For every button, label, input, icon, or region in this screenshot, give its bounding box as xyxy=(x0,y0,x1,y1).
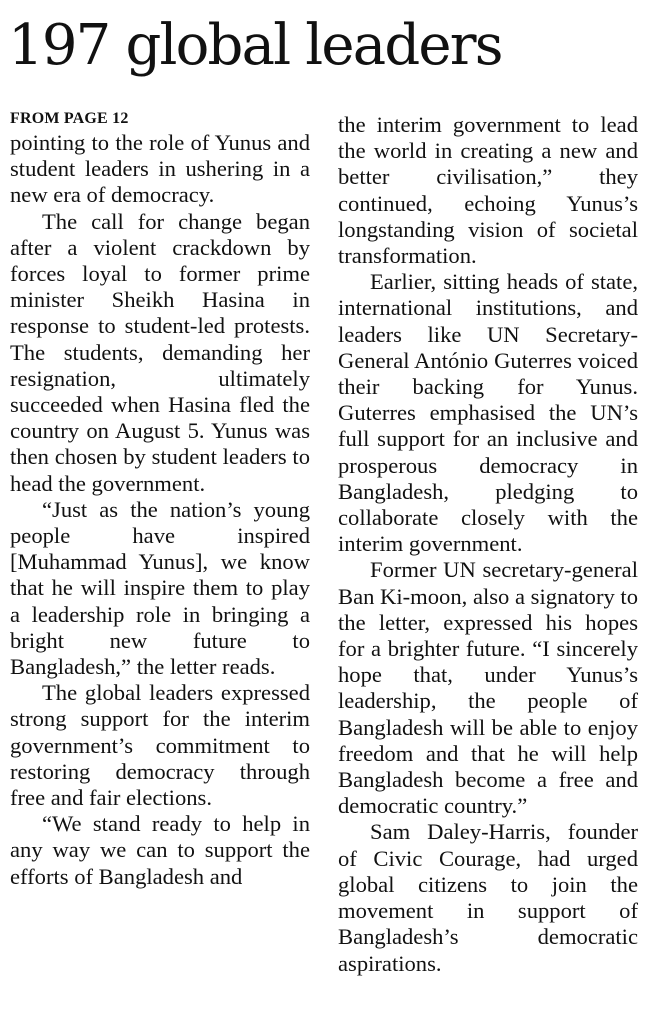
article-column-right xyxy=(338,112,638,977)
paragraph: Former UN secretary-general Ban Ki-moon, also a signatory to the letter, expressed his hopes for a brighter future. “I sincerely hope that, under Yunus’s leadership, the people of Bangladesh will be able to enjoy freedom and that he will help Bangladesh become a free and democratic country.” xyxy=(338,557,638,819)
article-column-left xyxy=(10,110,310,890)
paragraph: The global leaders expressed strong support for the interim government’s commitment to restoring democracy through free and fair elections. xyxy=(10,680,310,811)
paragraph: “Just as the nation’s young people have inspired [Muhammad Yunus], we know that he will inspire them to play a leadership role in bringing a bright new future to Bangladesh,” the letter reads. xyxy=(10,496,310,680)
continuation-kicker: FROM PAGE 12 xyxy=(10,110,129,127)
paragraph: Sam Daley-Harris, founder of Civic Courage, had urged global citizens to join the movement in support of Bangladesh’s democratic aspirations. xyxy=(338,819,638,976)
paragraph: the interim government to lead the world in creating a new and better civilisation,” they continued, echoing Yunus’s longstanding vision of societal transformation. xyxy=(338,112,638,269)
paragraph: pointing to the role of Yunus and student leaders in ushering in a new era of democracy. xyxy=(10,130,310,208)
paragraph: Earlier, sitting heads of state, international institutions, and leaders like UN Secretary-General António Guterres voiced their backing for Yunus. Guterres emphasised the UN’s full support for an inclusive and prosperous democracy in Bangladesh, pledging to collaborate closely with the interim government. xyxy=(338,269,638,557)
paragraph: “We stand ready to help in any way we can to support the efforts of Bangladesh and xyxy=(10,811,310,889)
headline: 197 global leaders xyxy=(8,13,502,78)
paragraph: The call for change began after a violent crackdown by forces loyal to former prime minister Sheikh Hasina in response to student-led protests. The students, demanding her resignation, ultimately succeeded when Hasina fled the country on August 5. Yunus was then chosen by student leaders to head the government. xyxy=(10,208,310,496)
